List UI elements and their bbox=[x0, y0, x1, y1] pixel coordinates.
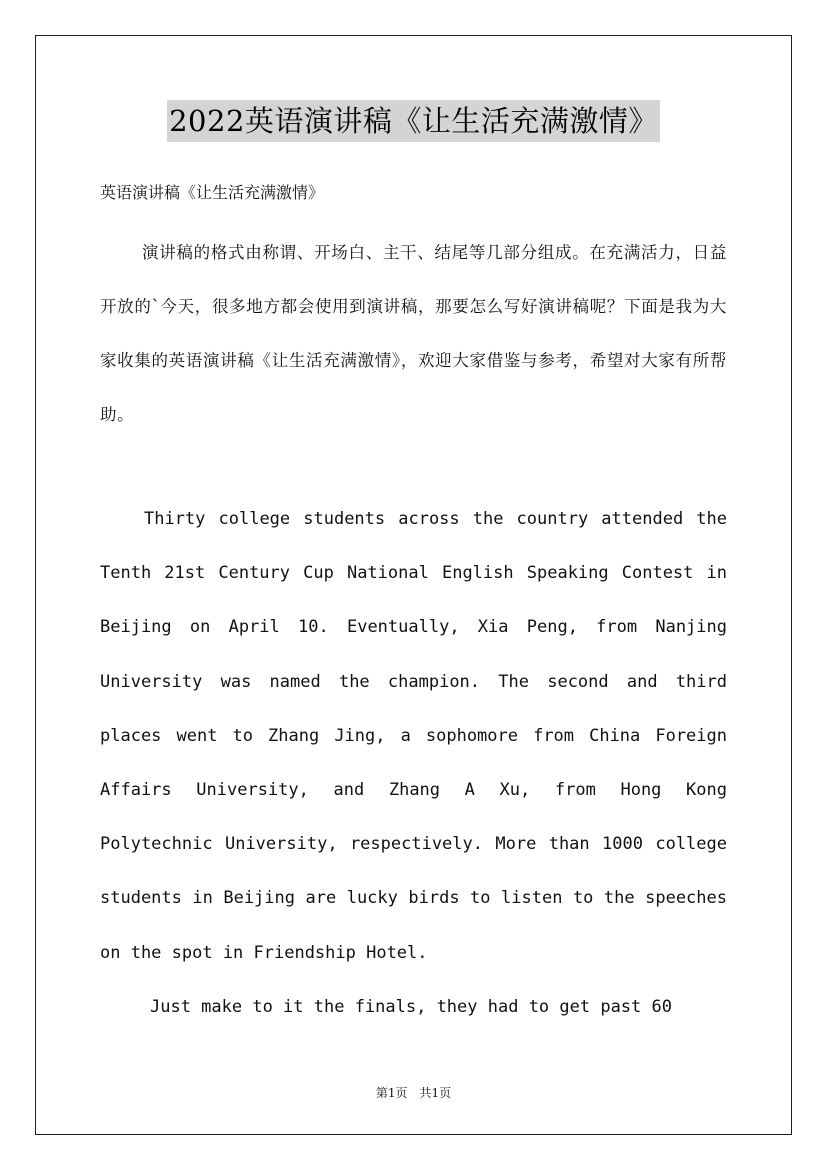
page-footer: 第1页 共1页 bbox=[375, 1086, 452, 1100]
document-subtitle: 英语演讲稿《让生活充满激情》 bbox=[100, 183, 325, 202]
english-paragraph-1: Thirty college students across the country attended the Tenth 21st Century Cup National English Speaking Contest in Beijing on April 10. Eventually, Xia Peng, from Nanjing University was named the champion. The second and third places went to Zhang Jing, a sophomore from China Foreign Affairs University, and Zhang A Xu, from Hong Kong Polytechnic University, respectively. More than 1000 college students in Beijing are lucky birds to listen to the speeches on the spot in Friendship Hotel. bbox=[100, 509, 727, 963]
intro-paragraph: 演讲稿的格式由称谓、开场白、主干、结尾等几部分组成。在充满活力，日益开放的`今天，很多地方都会使用到演讲稿，那要怎么写好演讲稿呢？下面是我为大家收集的英语演讲稿《让生活充满激情》，欢迎大家借鉴与参考，希望对大家有所帮助。 bbox=[100, 243, 727, 424]
english-section bbox=[100, 492, 727, 1034]
intro-section bbox=[100, 226, 727, 442]
english-paragraph-2: Just make to it the finals, they had to get past 60 bbox=[150, 996, 672, 1017]
document-title: 2022英语演讲稿《让生活充满激情》 bbox=[167, 100, 660, 142]
title-container bbox=[0, 100, 827, 142]
